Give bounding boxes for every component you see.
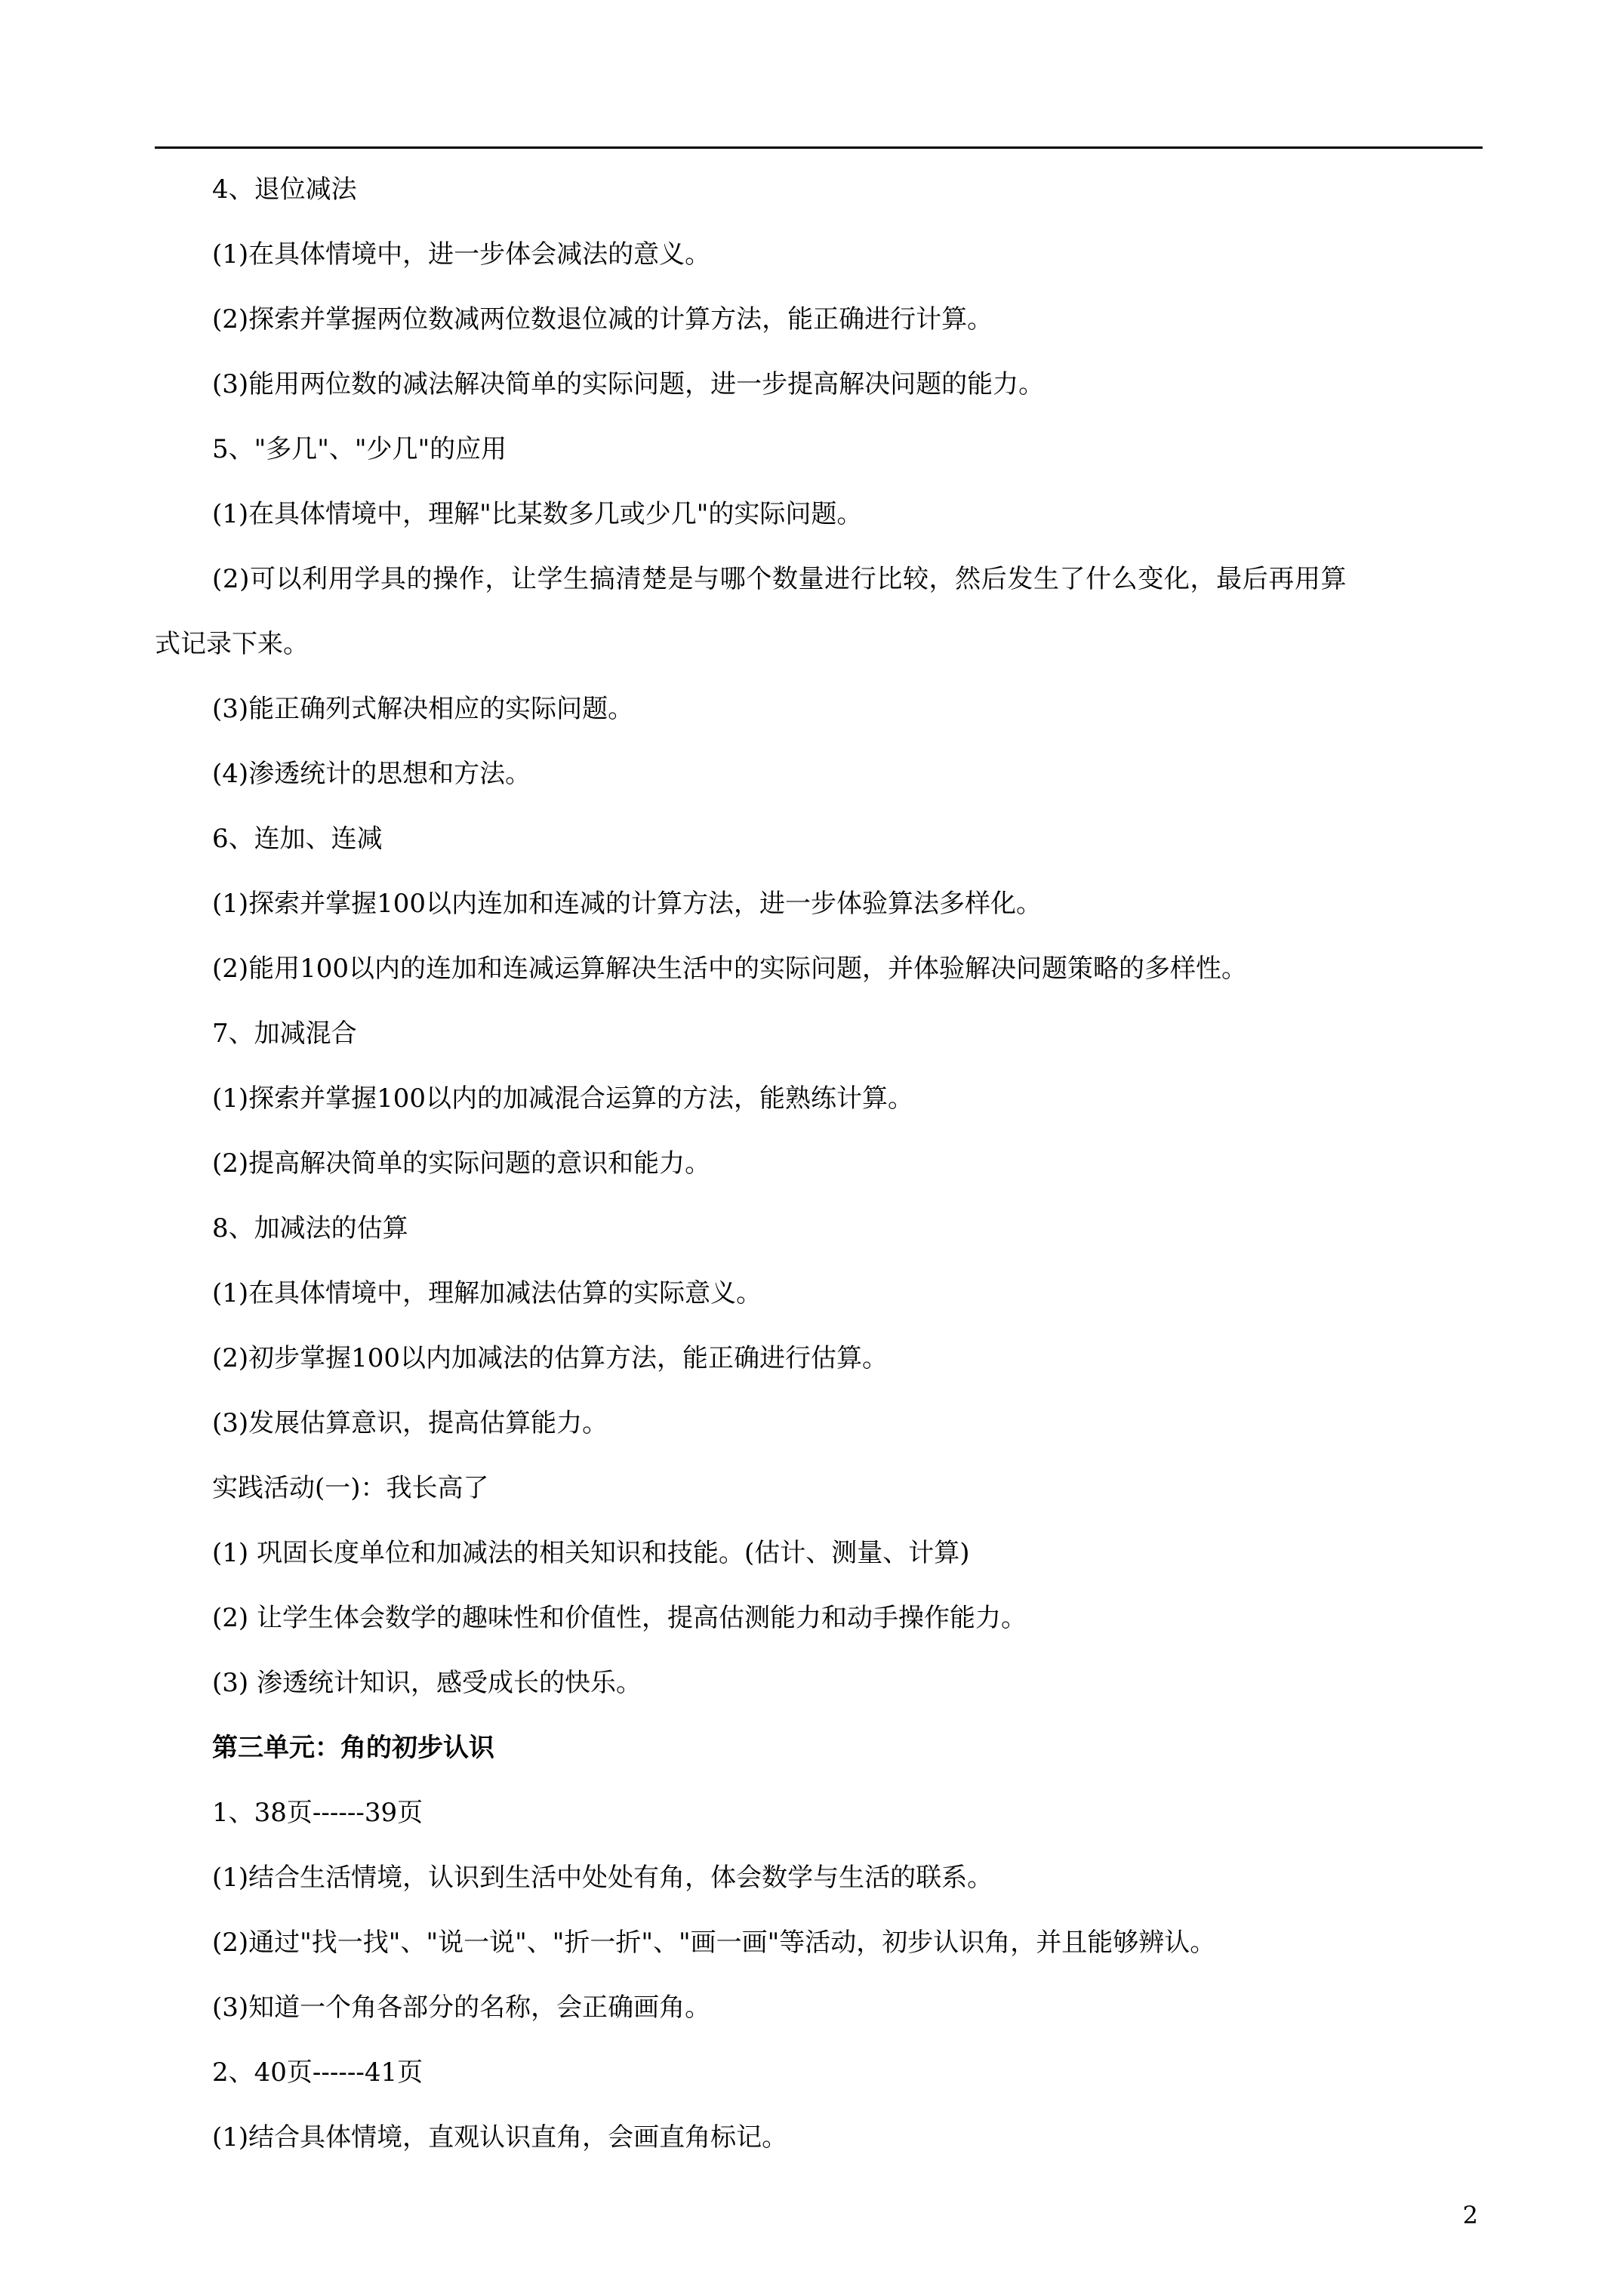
heading-estimation: 8、加减法的估算 <box>212 1213 408 1244</box>
paragraph-line: (2)初步掌握100以内加减法的估算方法，能正确进行估算。 <box>212 1343 888 1373</box>
paragraph-line: (3)知道一个角各部分的名称，会正确画角。 <box>212 1992 711 2023</box>
paragraph-line: (3)发展估算意识，提高估算能力。 <box>212 1408 608 1438</box>
heading-consecutive-add-subtract: 6、连加、连减 <box>212 824 383 854</box>
paragraph-line: (2) 让学生体会数学的趣味性和价值性，提高估测能力和动手操作能力。 <box>212 1603 1027 1633</box>
paragraph-line: (4)渗透统计的思想和方法。 <box>212 759 531 789</box>
paragraph-line-continuation: 式记录下来。 <box>155 629 309 659</box>
unit-three-title: 第三单元：角的初步认识 <box>212 1733 494 1763</box>
heading-subtraction-borrowing: 4、退位减法 <box>212 174 357 205</box>
paragraph-line: (1)结合生活情境，认识到生活中处处有角，体会数学与生活的联系。 <box>212 1863 993 1893</box>
heading-practice-activity: 实践活动(一)：我长高了 <box>212 1473 489 1503</box>
paragraph-line: (1)在具体情境中，理解加减法估算的实际意义。 <box>212 1278 762 1308</box>
paragraph-line: (1) 巩固长度单位和加减法的相关知识和技能。(估计、测量、计算) <box>212 1538 970 1568</box>
paragraph-line: (2)可以利用学具的操作，让学生搞清楚是与哪个数量进行比较，然后发生了什么变化，最后再用算 <box>212 564 1347 594</box>
paragraph-line: (1)探索并掌握100以内的加减混合运算的方法，能熟练计算。 <box>212 1083 914 1114</box>
heading-more-less-application: 5、"多几"、"少几"的应用 <box>212 434 507 464</box>
heading-pages-38-39: 1、38页------39页 <box>212 1798 423 1828</box>
heading-pages-40-41: 2、40页------41页 <box>212 2057 423 2088</box>
page-number: 2 <box>1462 2201 1478 2230</box>
paragraph-line: (1)探索并掌握100以内连加和连减的计算方法，进一步体验算法多样化。 <box>212 889 1042 919</box>
paragraph-line: (2)探索并掌握两位数减两位数退位减的计算方法，能正确进行计算。 <box>212 304 993 334</box>
paragraph-line: (2)能用100以内的连加和连减运算解决生活中的实际问题，并体验解决问题策略的多样性。 <box>212 954 1248 984</box>
paragraph-line: (3)能正确列式解决相应的实际问题。 <box>212 694 634 724</box>
paragraph-line: (3) 渗透统计知识，感受成长的快乐。 <box>212 1668 642 1698</box>
paragraph-line: (2)通过"找一找"、"说一说"、"折一折"、"画一画"等活动，初步认识角，并且能够辨认。 <box>212 1928 1216 1958</box>
header-rule <box>155 146 1483 149</box>
paragraph-line: (3)能用两位数的减法解决简单的实际问题，进一步提高解决问题的能力。 <box>212 369 1045 399</box>
paragraph-line: (1)在具体情境中，理解"比某数多几或少几"的实际问题。 <box>212 499 863 529</box>
paragraph-line: (1)结合具体情境，直观认识直角，会画直角标记。 <box>212 2122 788 2153</box>
paragraph-line: (2)提高解决简单的实际问题的意识和能力。 <box>212 1148 711 1179</box>
paragraph-line: (1)在具体情境中，进一步体会减法的意义。 <box>212 239 711 270</box>
heading-mixed-operations: 7、加减混合 <box>212 1019 357 1049</box>
document-body <box>155 157 1483 2170</box>
